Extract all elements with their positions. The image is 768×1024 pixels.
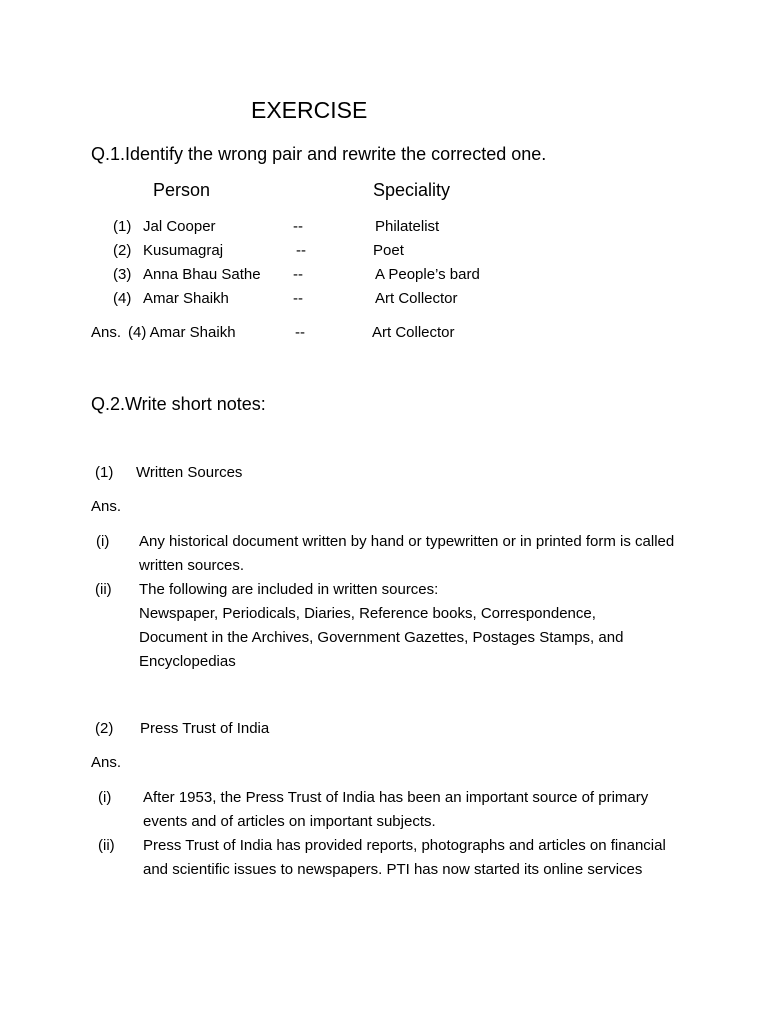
speciality: Philatelist [375,218,440,235]
answer-label: Ans. [91,324,122,341]
question-2: Q.2.Write short notes: [91,394,266,414]
person-name: Jal Cooper [143,218,216,235]
pair-separator: -- [293,266,303,283]
row-number: (2) [113,242,132,259]
row-number: (1) [113,218,132,235]
point-text: Press Trust of India has provided reports, photographs and articles on financial and scientific issues to newspapers. PTI has now started its online services [143,837,666,878]
point-text: The following are included in written sources: [139,581,439,598]
page-title: EXERCISE [251,97,368,123]
note-topic: Written Sources [136,464,243,481]
speciality: Poet [373,242,404,259]
point-text: After 1953, the Press Trust of India has been an important source of primary events and of articles on important subjects. [143,789,649,830]
note-number: (1) [95,464,114,481]
pair-separator: -- [293,218,303,235]
answer-person: (4) Amar Shaikh [128,324,236,341]
column-header-speciality: Speciality [373,180,451,200]
speciality: Art Collector [375,290,458,307]
person-name: Amar Shaikh [143,290,229,307]
row-number: (3) [113,266,132,283]
answer-label: Ans. [91,498,122,515]
point-text: Any historical document written by hand or typewritten or in printed form is called written sources. [139,533,675,574]
note-topic: Press Trust of India [140,720,270,737]
point-number: (ii) [95,581,112,598]
question-1: Q.1.Identify the wrong pair and rewrite the corrected one. [91,144,547,164]
pair-separator: -- [293,290,303,307]
person-name: Kusumagraj [143,242,224,259]
answer-label: Ans. [91,754,122,771]
person-name: Anna Bhau Sathe [143,266,261,283]
point-number: (ii) [98,837,115,854]
point-number: (i) [96,533,110,550]
answer-speciality: Art Collector [372,324,455,341]
pair-separator: -- [295,324,305,341]
point-number: (i) [98,789,112,806]
row-number: (4) [113,290,132,307]
column-header-person: Person [153,180,211,200]
note-number: (2) [95,720,114,737]
pair-separator: -- [296,242,306,259]
point-detail: Newspaper, Periodicals, Diaries, Reference books, Correspondence, Document in the Archives, Government Gazettes, Postages Stamps, and Encyclopedias [139,605,624,670]
speciality: A People’s bard [375,266,480,283]
